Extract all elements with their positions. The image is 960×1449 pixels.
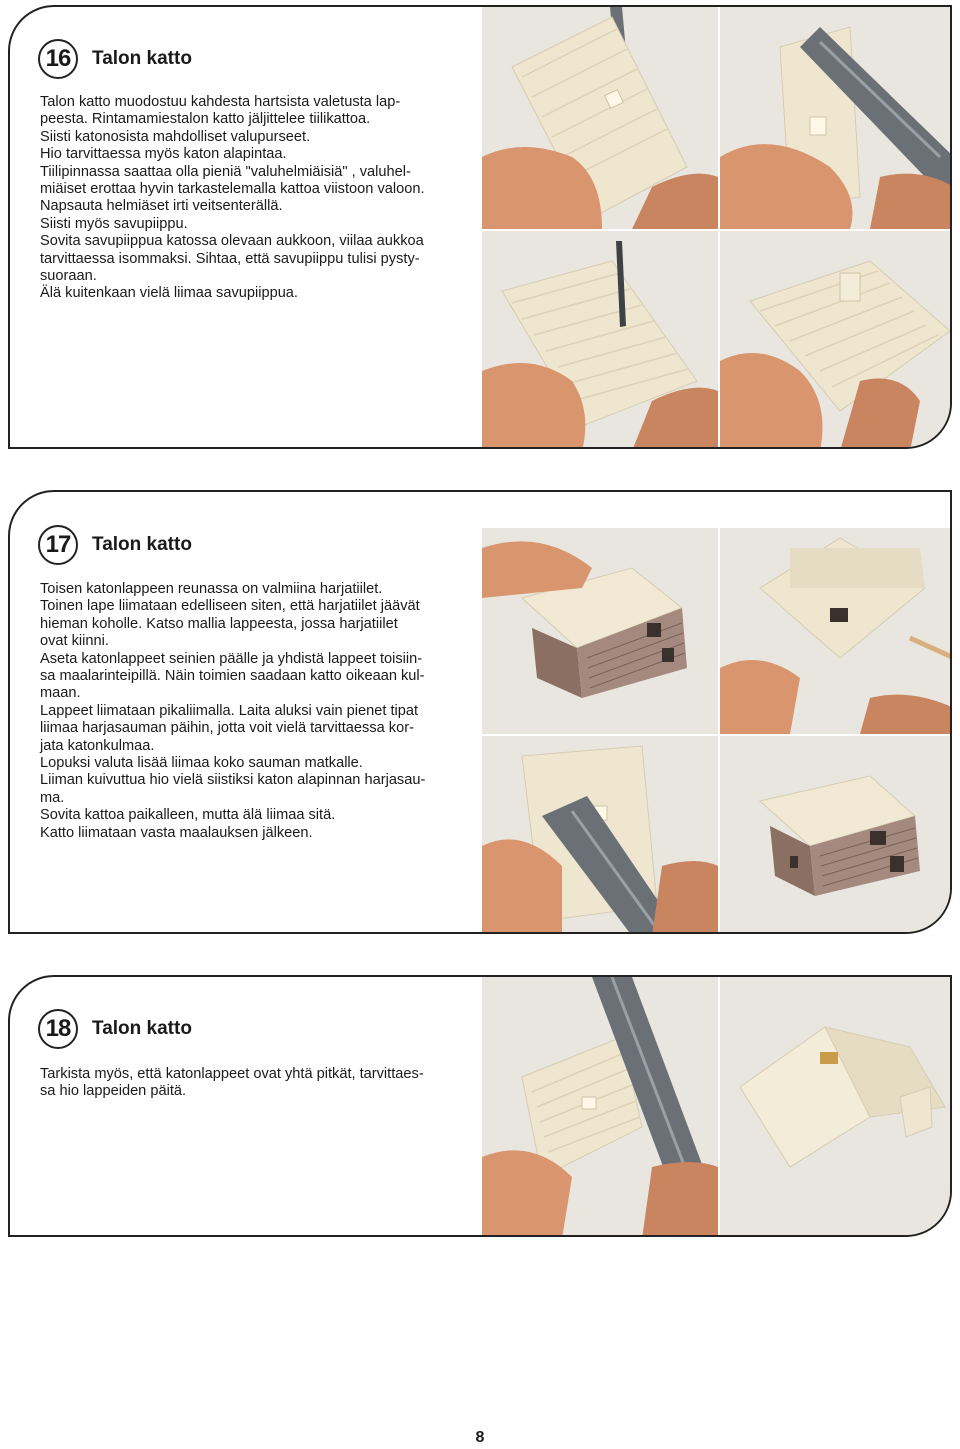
step-17-instructions xyxy=(40,581,480,842)
text-line: Lopuksi valuta lisää liimaa koko sauman matkalle. xyxy=(40,755,363,772)
page-number: 8 xyxy=(475,1429,485,1446)
text-line: Tiilipinnassa saattaa olla pieniä "valuhelmiäisiä" , valuhel- xyxy=(40,163,411,180)
photo-file-chimney xyxy=(720,7,952,229)
step-title: Talon katto xyxy=(92,48,192,69)
text-line: suoraan. xyxy=(40,268,97,285)
text-line: ovat kiinni. xyxy=(40,633,109,650)
photo-roof-panels-taped xyxy=(720,528,952,734)
step-16-header xyxy=(38,39,192,79)
step-title: Talon katto xyxy=(92,1018,192,1039)
text-line: Hio tarvittaessa myös katon alapintaa. xyxy=(40,146,287,163)
text-line: Lappeet liimataan pikaliimalla. Laita aluksi vain pienet tipat xyxy=(40,702,419,719)
text-line: peesta. Rintamamiestalon katto jäljittelee tiilikattoa. xyxy=(40,111,371,128)
text-line: sa hio lappeiden päitä. xyxy=(40,1083,187,1100)
text-line: Sovita kattoa paikalleen, mutta älä liimaa sitä. xyxy=(40,807,336,824)
text-line: liimaa harjasauman päihin, jotta voit vielä tarvittaessa kor- xyxy=(40,720,414,737)
text-line: Aseta katonlappeet seinien päälle ja yhdistä lappeet toisiin- xyxy=(40,650,423,667)
text-line: Siisti katonosista mahdolliset valupurseet. xyxy=(40,128,311,145)
text-line: Katto liimataan vasta maalauksen jälkeen. xyxy=(40,824,313,841)
photo-house-finished-roof xyxy=(720,736,952,934)
photo-house-with-roof-in-hand xyxy=(482,528,718,734)
photo-knife-trim-roof xyxy=(482,7,718,229)
text-line: Napsauta helmiäset irti veitsenterällä. xyxy=(40,198,283,215)
text-line: Talon katto muodostuu kahdesta hartsista valetusta lap- xyxy=(40,94,401,110)
step-17-panel xyxy=(8,490,952,934)
step-title: Talon katto xyxy=(92,534,192,555)
text-line: jata katonkulmaa. xyxy=(40,737,155,754)
step-number-badge: 17 xyxy=(38,525,78,565)
step-18-instructions xyxy=(40,1066,480,1101)
photo-fit-chimney-hole xyxy=(482,231,718,449)
text-line: Älä kuitenkaan vielä liimaa savupiippua. xyxy=(40,285,298,302)
step-18-header xyxy=(38,1009,192,1049)
text-line: miäiset erottaa hyvin tarkastelemalla kattoa viistoon valoon. xyxy=(40,181,425,198)
step-18-panel xyxy=(8,975,952,1237)
text-line: Siisti myös savupiippu. xyxy=(40,215,188,232)
photo-file-roof-ends xyxy=(482,977,718,1237)
text-line: sa maalarinteipillä. Näin toimien saadaan katto oikeaan kul- xyxy=(40,668,425,685)
text-line: tarvittaessa isommaksi. Sihtaa, että savupiippu tulisi pysty- xyxy=(40,250,420,267)
step-17-header xyxy=(38,525,192,565)
text-line: Toinen lape liimataan edelliseen siten, että harjatiilet jäävät xyxy=(40,598,420,615)
photo-chimney-in-place xyxy=(720,231,952,449)
text-line: ma. xyxy=(40,789,65,806)
text-line: hieman koholle. Katso mallia lappeesta, jossa harjatiilet xyxy=(40,615,398,632)
text-line: Toisen katonlappeen reunassa on valmiina harjatiilet. xyxy=(40,581,383,597)
text-line: Tarkista myös, että katonlappeet ovat yhtä pitkät, tarvittaes- xyxy=(40,1066,424,1082)
step-16-instructions xyxy=(40,94,480,303)
text-line: maan. xyxy=(40,685,81,702)
step-number-badge: 16 xyxy=(38,39,78,79)
text-line: Sovita savupiippua katossa olevaan aukkoon, viilaa aukkoa xyxy=(40,233,424,250)
text-line: Liiman kuivuttua hio vielä siistiksi katon alapinnan harjasau- xyxy=(40,772,426,789)
step-number-badge: 18 xyxy=(38,1009,78,1049)
step-16-panel xyxy=(8,5,952,449)
photo-file-roof-ridge xyxy=(482,736,718,934)
photo-finished-roof xyxy=(720,977,952,1237)
